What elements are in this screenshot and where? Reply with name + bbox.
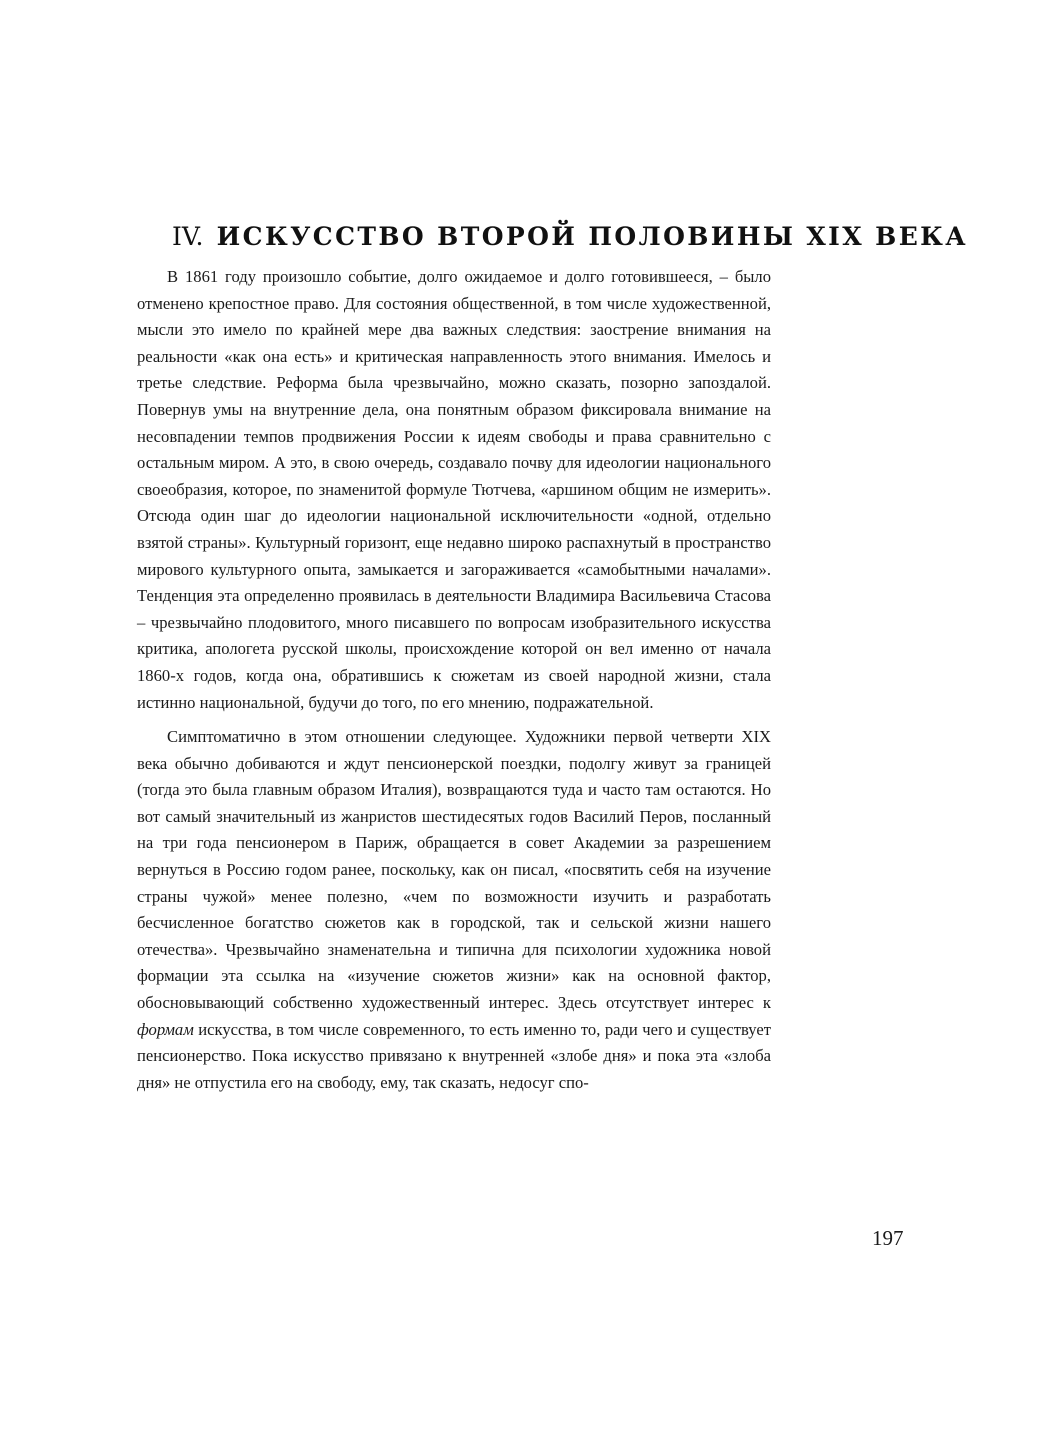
- body-text: [137, 264, 771, 1096]
- paragraph-2-part-2: искусства, в том числе современного, то есть именно то, ради чего и существует пенсионерство. Пока искусство привязано к внутренней «злобе дня» и пока эта «злоба дня» не отпустила его на свободу, ему, так сказать, недосуг спо-: [137, 1019, 771, 1092]
- chapter-heading: [172, 222, 969, 251]
- paragraph-2: [137, 724, 771, 1096]
- chapter-numeral: IV.: [172, 222, 204, 251]
- emphasized-word: формам: [137, 1019, 194, 1039]
- chapter-title: ИСКУССТВО ВТОРОЙ ПОЛОВИНЫ XIX ВЕКА: [216, 222, 969, 251]
- paragraph-2-part-1: Симптоматично в этом отношении следующее. Художники первой четверти XIX века обычно добиваются и ждут пенсионерской поездки, подолгу живут за границей (тогда это была главным образом Италия), возвращаются туда и часто там остаются. Но вот самый значительный из жанристов шестидесятых годов Василий Перов, посланный на три года пенсионером в Париж, обращается в совет Академии за разрешением вернуться в Россию годом ранее, поскольку, как он писал, «посвятить себя на изучение страны чужой» менее полезно, «чем по возможности изучить и разработать бесчисленное богатство сюжетов как в городской, так и сельской жизни нашего отечества». Чрезвычайно знаменательна и типична для психологии художника новой формации эта ссылка на «изучение сюжетов жизни» как на основной фактор, обосновывающий собственно художественный интерес. Здесь отсутствует интерес к: [137, 727, 771, 1013]
- page-number: 197: [872, 1226, 904, 1250]
- paragraph-1: В 1861 году произошло событие, долго ожидаемое и долго готовившееся, – было отменено крепостное право. Для состояния общественной, в том числе художественной, мысли это имело по крайней мере два важных следствия: заострение внимания на реальности «как она есть» и критическая направленность этого внимания. Имелось и третье следствие. Реформа была чрезвычайно, можно сказать, позорно запоздалой. Повернув умы на внутренние дела, она понятным образом фиксировала внимание на несовпадении темпов продвижения России к идеям свободы и права сравнительно с остальным миром. А это, в свою очередь, создавало почву для идеологии национального своеобразия, которое, по знаменитой формуле Тютчева, «аршином общим не измерить». Отсюда один шаг до идеологии национальной исключительности «одной, отдельно взятой страны». Культурный горизонт, еще недавно широко распахнутый в пространство мирового культурного опыта, замыкается и загораживается «самобытными началами». Тенденция эта определенно проявилась в деятельности Владимира Васильевича Стасова – чрезвычайно плодовитого, много писавшего по вопросам изобразительного искусства критика, апологета русской школы, происхождение которой он вел именно от начала 1860-х годов, когда она, обратившись к сюжетам из своей народной жизни, стала истинно национальной, будучи до того, по его мнению, подражательной.: [137, 267, 771, 712]
